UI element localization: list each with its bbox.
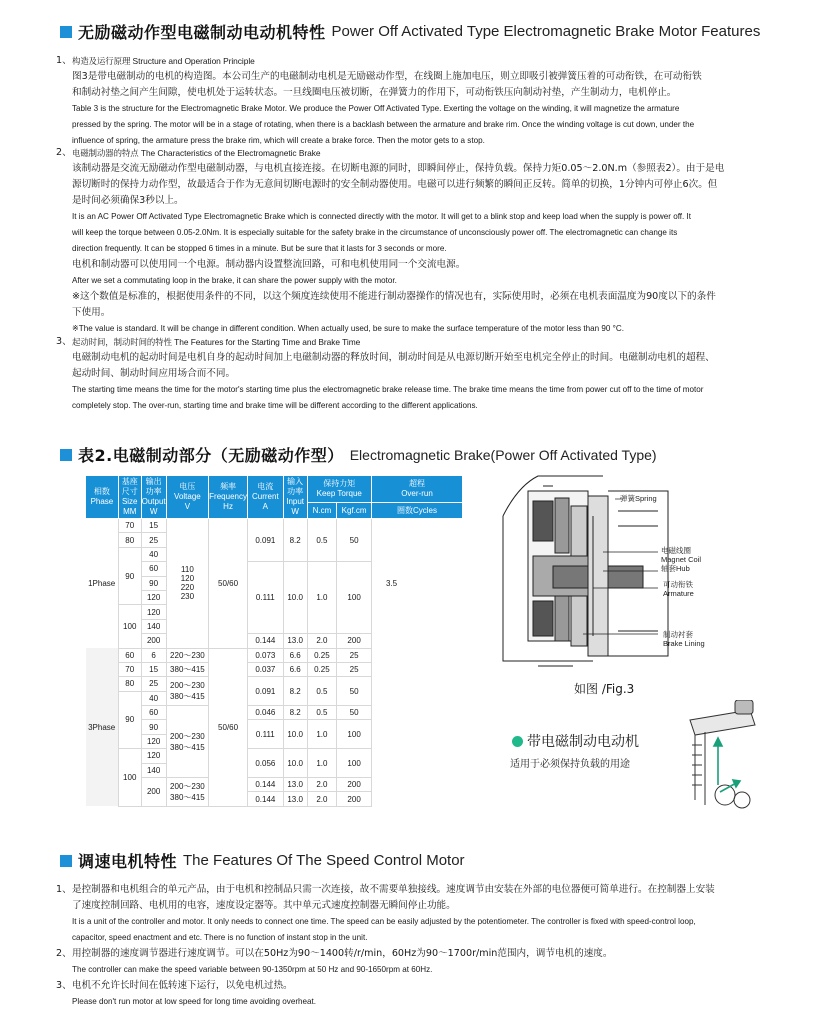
table-cell: 6.6 xyxy=(283,662,307,676)
table-cell: 380～415 xyxy=(166,662,209,676)
paragraph-en: ※The value is standard. It will be change in different condition. When actually used, be sure to make the surface temperature of the motor less than 90 °C. xyxy=(72,324,624,333)
cell-frequency: 50/60 xyxy=(209,648,248,806)
table-row xyxy=(86,519,463,533)
table-cell: 120 xyxy=(141,749,166,763)
paragraph-cn: 下使用。 xyxy=(72,307,111,318)
header-current: 电流 Current A xyxy=(247,476,283,519)
brake-spec-table xyxy=(85,475,463,807)
table-cell: 0.144 xyxy=(247,792,283,806)
item-heading: 构造及运行原理 Structure and Operation Principle xyxy=(72,56,255,66)
table-cell: 25 xyxy=(337,648,372,662)
table-cell: 140 xyxy=(141,619,166,633)
table-cell: 0.091 xyxy=(247,677,283,706)
table-cell: 0.073 xyxy=(247,648,283,662)
table-cell: 2.0 xyxy=(307,634,337,648)
paragraph-en: The starting time means the time for the motor's starting time plus the electromagnetic brake release time. The brake time means the time from power cut off to the time of motor xyxy=(72,385,704,394)
section-header-speed-control xyxy=(60,849,465,872)
paragraph-en: The controller can make the speed variable between 90-1350rpm at 50 Hz and 90-1650rpm at 60Hz. xyxy=(72,965,433,974)
item-number: 1、 xyxy=(56,55,72,66)
table-cell: 0.111 xyxy=(247,720,283,749)
cell-voltage: 200～230 380～415 xyxy=(166,677,209,706)
paragraph-cn: 图3是带电磁制动的电机的构造图。本公司生产的电磁制动电机是无励磁动作型，在线圈上施加电压，则立即吸引被弹簧压着的可动衔铁，在可动衔铁 xyxy=(72,71,702,82)
speed-item-2 xyxy=(56,946,760,978)
label-spring: 弹簧Spring xyxy=(620,494,657,503)
paragraph-cn: 电机和制动器可以使用同一个电源。制动器内设置整流回路，可和电机使用同一个交流电源。 xyxy=(72,259,466,270)
table-cell: 25 xyxy=(141,677,166,691)
bullet-square-icon xyxy=(60,855,72,867)
table-cell: 40 xyxy=(141,691,166,705)
paragraph-cn: 源切断时的保持力动作型，故最适合于作为无意间切断电源时的安全制动器使用。电磁可以进行频繁的瞬间正反转。简单的切换，1分钟内可停止6次。但 xyxy=(72,179,718,190)
bullet-square-icon xyxy=(60,449,72,461)
table-cell: 1.0 xyxy=(307,720,337,749)
table-cell: 10.0 xyxy=(283,562,307,634)
table-cell: 1.0 xyxy=(307,562,337,634)
item-number: 2、 xyxy=(56,948,72,959)
item-number: 3、 xyxy=(56,336,72,347)
section-header-brake-motor xyxy=(60,20,760,43)
table-cell: 120 xyxy=(141,605,166,619)
table-row xyxy=(86,648,463,662)
table-cell: 10.0 xyxy=(283,749,307,778)
header-over-run: 超程 Over-run xyxy=(371,476,462,503)
table-cell: 0.144 xyxy=(247,778,283,792)
table-cell: 10.0 xyxy=(283,720,307,749)
table-cell: 0.144 xyxy=(247,634,283,648)
section-title-en: Electromagnetic Brake(Power Off Activated Type) xyxy=(349,446,657,463)
header-phase: 相数 Phase xyxy=(86,476,119,519)
motor-promo-title: 带电磁制动电动机 xyxy=(512,731,639,751)
table-cell: 60 xyxy=(141,562,166,576)
table-cell: 100 xyxy=(118,605,141,648)
paragraph-cn: 是时间必须确保3秒以上。 xyxy=(72,195,184,206)
table-cell: 90 xyxy=(141,720,166,734)
section-title-cn: 调速电机特性 xyxy=(78,852,178,871)
table-cell: 13.0 xyxy=(283,778,307,792)
table-cell: 0.056 xyxy=(247,749,283,778)
table-cell: 8.2 xyxy=(283,677,307,706)
item-heading: 电磁制动器的特点 The Characteristics of the Electromagnetic Brake xyxy=(72,148,321,158)
table-cell: 0.046 xyxy=(247,706,283,720)
cell-voltage: 110 120 220 230 xyxy=(166,519,209,649)
table-cell: 60 xyxy=(118,648,141,662)
label-armature: 可动衔铁 Armature xyxy=(663,580,694,598)
table-cell: 6 xyxy=(141,648,166,662)
table-cell: 80 xyxy=(118,677,141,691)
conveyor-belt-illustration-icon xyxy=(680,700,765,810)
bullet-square-icon xyxy=(60,26,72,38)
cell-over-run: 3.5 xyxy=(371,519,462,649)
item-characteristics xyxy=(56,145,760,337)
table-cell: 0.5 xyxy=(307,706,337,720)
item-heading: 起动时间，制动时间的特性 The Features for the Starting Time and Brake Time xyxy=(72,337,361,347)
table-row xyxy=(86,749,463,763)
section-title-en: The Features Of The Speed Control Motor xyxy=(183,852,465,869)
table-cell: 2.0 xyxy=(307,792,337,806)
table-cell: 50 xyxy=(337,706,372,720)
cell-phase: 3Phase xyxy=(86,648,119,806)
table-cell: 0.5 xyxy=(307,677,337,706)
paragraph-en: will keep the torque between 0.05-2.0Nm. It is especially suitable for the safety brake in the circumstance of unconsciously power off. The electromagnetic can change its xyxy=(72,228,678,237)
item-number: 2、 xyxy=(56,147,72,158)
table-cell: 13.0 xyxy=(283,792,307,806)
table-row xyxy=(86,720,463,734)
label-magnet-coil: 电磁线圈 Magnet Coil 轴套Hub xyxy=(661,546,702,573)
paragraph-en: completely stop. The over-run, starting time and brake time will be different according to the different applications. xyxy=(72,401,478,410)
table-cell: 0.111 xyxy=(247,562,283,634)
table-row xyxy=(86,662,463,676)
cell-phase: 1Phase xyxy=(88,579,116,588)
table-cell: 15 xyxy=(141,662,166,676)
green-dot-icon xyxy=(512,736,523,747)
table-cell: 2.0 xyxy=(307,778,337,792)
paragraph-cn: 起动时间、制动时间应用场合而不同。 xyxy=(72,368,236,379)
table-cell: 40 xyxy=(141,547,166,561)
paragraph-en: It is a unit of the controller and motor. It only needs to connect one time. The speed can be easily adjusted by the potentiometer. The controller is fixed with speed-control loop, xyxy=(72,917,696,926)
table-cell: 200 xyxy=(337,634,372,648)
table-cell: 0.25 xyxy=(307,662,337,676)
item-timing xyxy=(56,334,760,414)
cell-voltage: 200～230 380～415 xyxy=(166,778,209,807)
paragraph-en: influence of spring, the armature press the brake rim, which will create a brake force. Then the motor gets to a stop. xyxy=(72,136,485,145)
header-input: 输入 功率 Input W xyxy=(283,476,307,519)
paragraph-cn: 是控制器和电机组合的单元产品，由于电机和控制品只需一次连接，故不需要单独接线。速度调节由安装在外部的电位器便可简单进行。在控制器上安装 xyxy=(72,884,715,895)
table-cell: 120 xyxy=(141,734,166,748)
table-cell: 0.091 xyxy=(247,519,283,562)
table-header-row xyxy=(86,476,463,503)
label-brake-lining: 制动衬套 Brake Lining xyxy=(663,630,705,648)
table-cell: 200 xyxy=(337,778,372,792)
table-cell: 100 xyxy=(118,749,141,807)
item-number: 1、 xyxy=(56,884,72,895)
table-row xyxy=(86,778,463,792)
table-cell: 100 xyxy=(337,749,372,778)
paragraph-en: direction frequently. It can be stopped 6 times in a minute. But be sure that it lasts for 3 seconds or more. xyxy=(72,244,447,253)
paragraph-cn: 电机不允许长时间在低转速下运行，以免电机过热。 xyxy=(72,980,293,991)
paragraph-en: pressed by the spring. The motor will be in a stage of rotating, when there is a backlash between the armature and brake rim. Once the winding voltage is cut down, under the xyxy=(72,120,695,129)
table-cell: 25 xyxy=(337,662,372,676)
speed-item-3 xyxy=(56,978,760,1010)
table-cell: 0.25 xyxy=(307,648,337,662)
paragraph-cn: 了速度控制回路、电机用的电容，速度设定器等。其中单元式速度控制器无瞬间停止功能。 xyxy=(72,900,456,911)
table-cell: 200 xyxy=(337,792,372,806)
table-cell: 0.5 xyxy=(307,519,337,562)
paragraph-en: Please don't run motor at low speed for long time avoiding overheat. xyxy=(72,997,317,1006)
table-cell: 50 xyxy=(337,519,372,562)
table-cell: 220～230 xyxy=(166,648,209,662)
item-structure xyxy=(56,53,760,149)
table-cell: 70 xyxy=(118,519,141,533)
table-cell: 8.2 xyxy=(283,519,307,562)
paragraph-cn: 和制动衬垫之间产生间隙，使电机处于运转状态。一旦线圈电压被切断，在弹簧力的作用下，可动衔铁压向制动衬垫，产生制动力，电机停止。 xyxy=(72,87,677,98)
table-cell: 60 xyxy=(141,706,166,720)
table-cell: 90 xyxy=(141,576,166,590)
table-cell: 100 xyxy=(337,720,372,749)
speed-item-1 xyxy=(56,882,760,946)
paragraph-en: It is an AC Power Off Activated Type Electromagnetic Brake which is connected directly with the motor. It will get to a blink stop and keep load when the supply is power off. It xyxy=(72,212,692,221)
motor-promo-subtitle: 适用于必须保持负载的用途 xyxy=(510,759,630,770)
header-frequency: 频率 Frequency Hz xyxy=(209,476,248,519)
table-cell: 200 xyxy=(141,634,166,648)
paragraph-cn: 用控制器的速度调节器进行速度调节。可以在50Hz为90～1400转/r/min，60Hz为90～1700r/min范围内，调节电机的速度。 xyxy=(72,948,613,959)
table-cell: 8.2 xyxy=(283,706,307,720)
table-cell: 15 xyxy=(141,519,166,533)
section-header-table2 xyxy=(60,443,657,466)
header-output: 输出 功率 Output W xyxy=(141,476,166,519)
header-unit-cycles: 圈数Cycles xyxy=(371,503,462,519)
paragraph-cn: 电磁制动电机的起动时间是电机自身的起动时间加上电磁制动器的释放时间，制动时间是从电源切断开始至电机完全停止的时间。电磁制动电机的超程、 xyxy=(72,352,715,363)
header-unit-kgfcm: Kgf.cm xyxy=(337,503,372,519)
table-cell: 140 xyxy=(141,763,166,777)
paragraph-en: After we set a commutating loop in the brake, it can share the power supply with the motor. xyxy=(72,276,397,285)
table-cell: 1.0 xyxy=(307,749,337,778)
header-keep-torque: 保持力矩 Keep Torque xyxy=(307,476,371,503)
header-frame-size: 基座 尺寸 Size MM xyxy=(118,476,141,519)
header-unit-ncm: N.cm xyxy=(307,503,337,519)
section-title-en: Power Off Activated Type Electromagnetic Brake Motor Features xyxy=(331,23,761,40)
table-cell: 120 xyxy=(141,590,166,604)
paragraph-cn: 该制动器是交流无励磁动作型电磁制动器，与电机直接连接。在切断电源的同时，即瞬间停止，保持负载。保持力矩0.05～2.0N.m（参照表2）。由于是电 xyxy=(72,163,725,174)
cell-voltage: 200～230 380～415 xyxy=(166,706,209,778)
table-row xyxy=(86,677,463,691)
table-row xyxy=(86,706,463,720)
paragraph-en: capacitor, speed enactment and etc. There is no function of instant stop in the unit. xyxy=(72,933,368,942)
figure-caption: 如图 /Fig.3 xyxy=(574,682,635,696)
table-cell: 200 xyxy=(141,778,166,807)
table-cell: 0.037 xyxy=(247,662,283,676)
table-cell: 70 xyxy=(118,662,141,676)
table-cell: 100 xyxy=(337,562,372,634)
header-voltage: 电压 Voltage V xyxy=(166,476,209,519)
table-cell: 6.6 xyxy=(283,648,307,662)
table-cell: 90 xyxy=(118,547,141,605)
section-title-cn: 无励磁动作型电磁制动电动机特性 xyxy=(78,23,326,42)
paragraph-en: Table 3 is the structure for the Electromagnetic Brake Motor. We produce the Power Off Activated Type. Exerting the voltage on the winding, it will magnetize the armature xyxy=(72,104,680,113)
cell-frequency: 50/60 xyxy=(209,519,248,649)
paragraph-cn: ※这个数值是标准的，根据使用条件的不同，以这个频度连续使用不能进行制动器操作的情况也有，实际使用时，必须在电机表面温度为90度以下的条件 xyxy=(72,291,716,302)
table-cell: 50 xyxy=(337,677,372,706)
table-cell: 25 xyxy=(141,533,166,547)
item-number: 3、 xyxy=(56,980,72,991)
section-title-cn: 表2.电磁制动部分（无励磁动作型） xyxy=(78,446,344,465)
table-cell: 90 xyxy=(118,691,141,749)
table-cell: 13.0 xyxy=(283,634,307,648)
table-cell: 80 xyxy=(118,533,141,547)
